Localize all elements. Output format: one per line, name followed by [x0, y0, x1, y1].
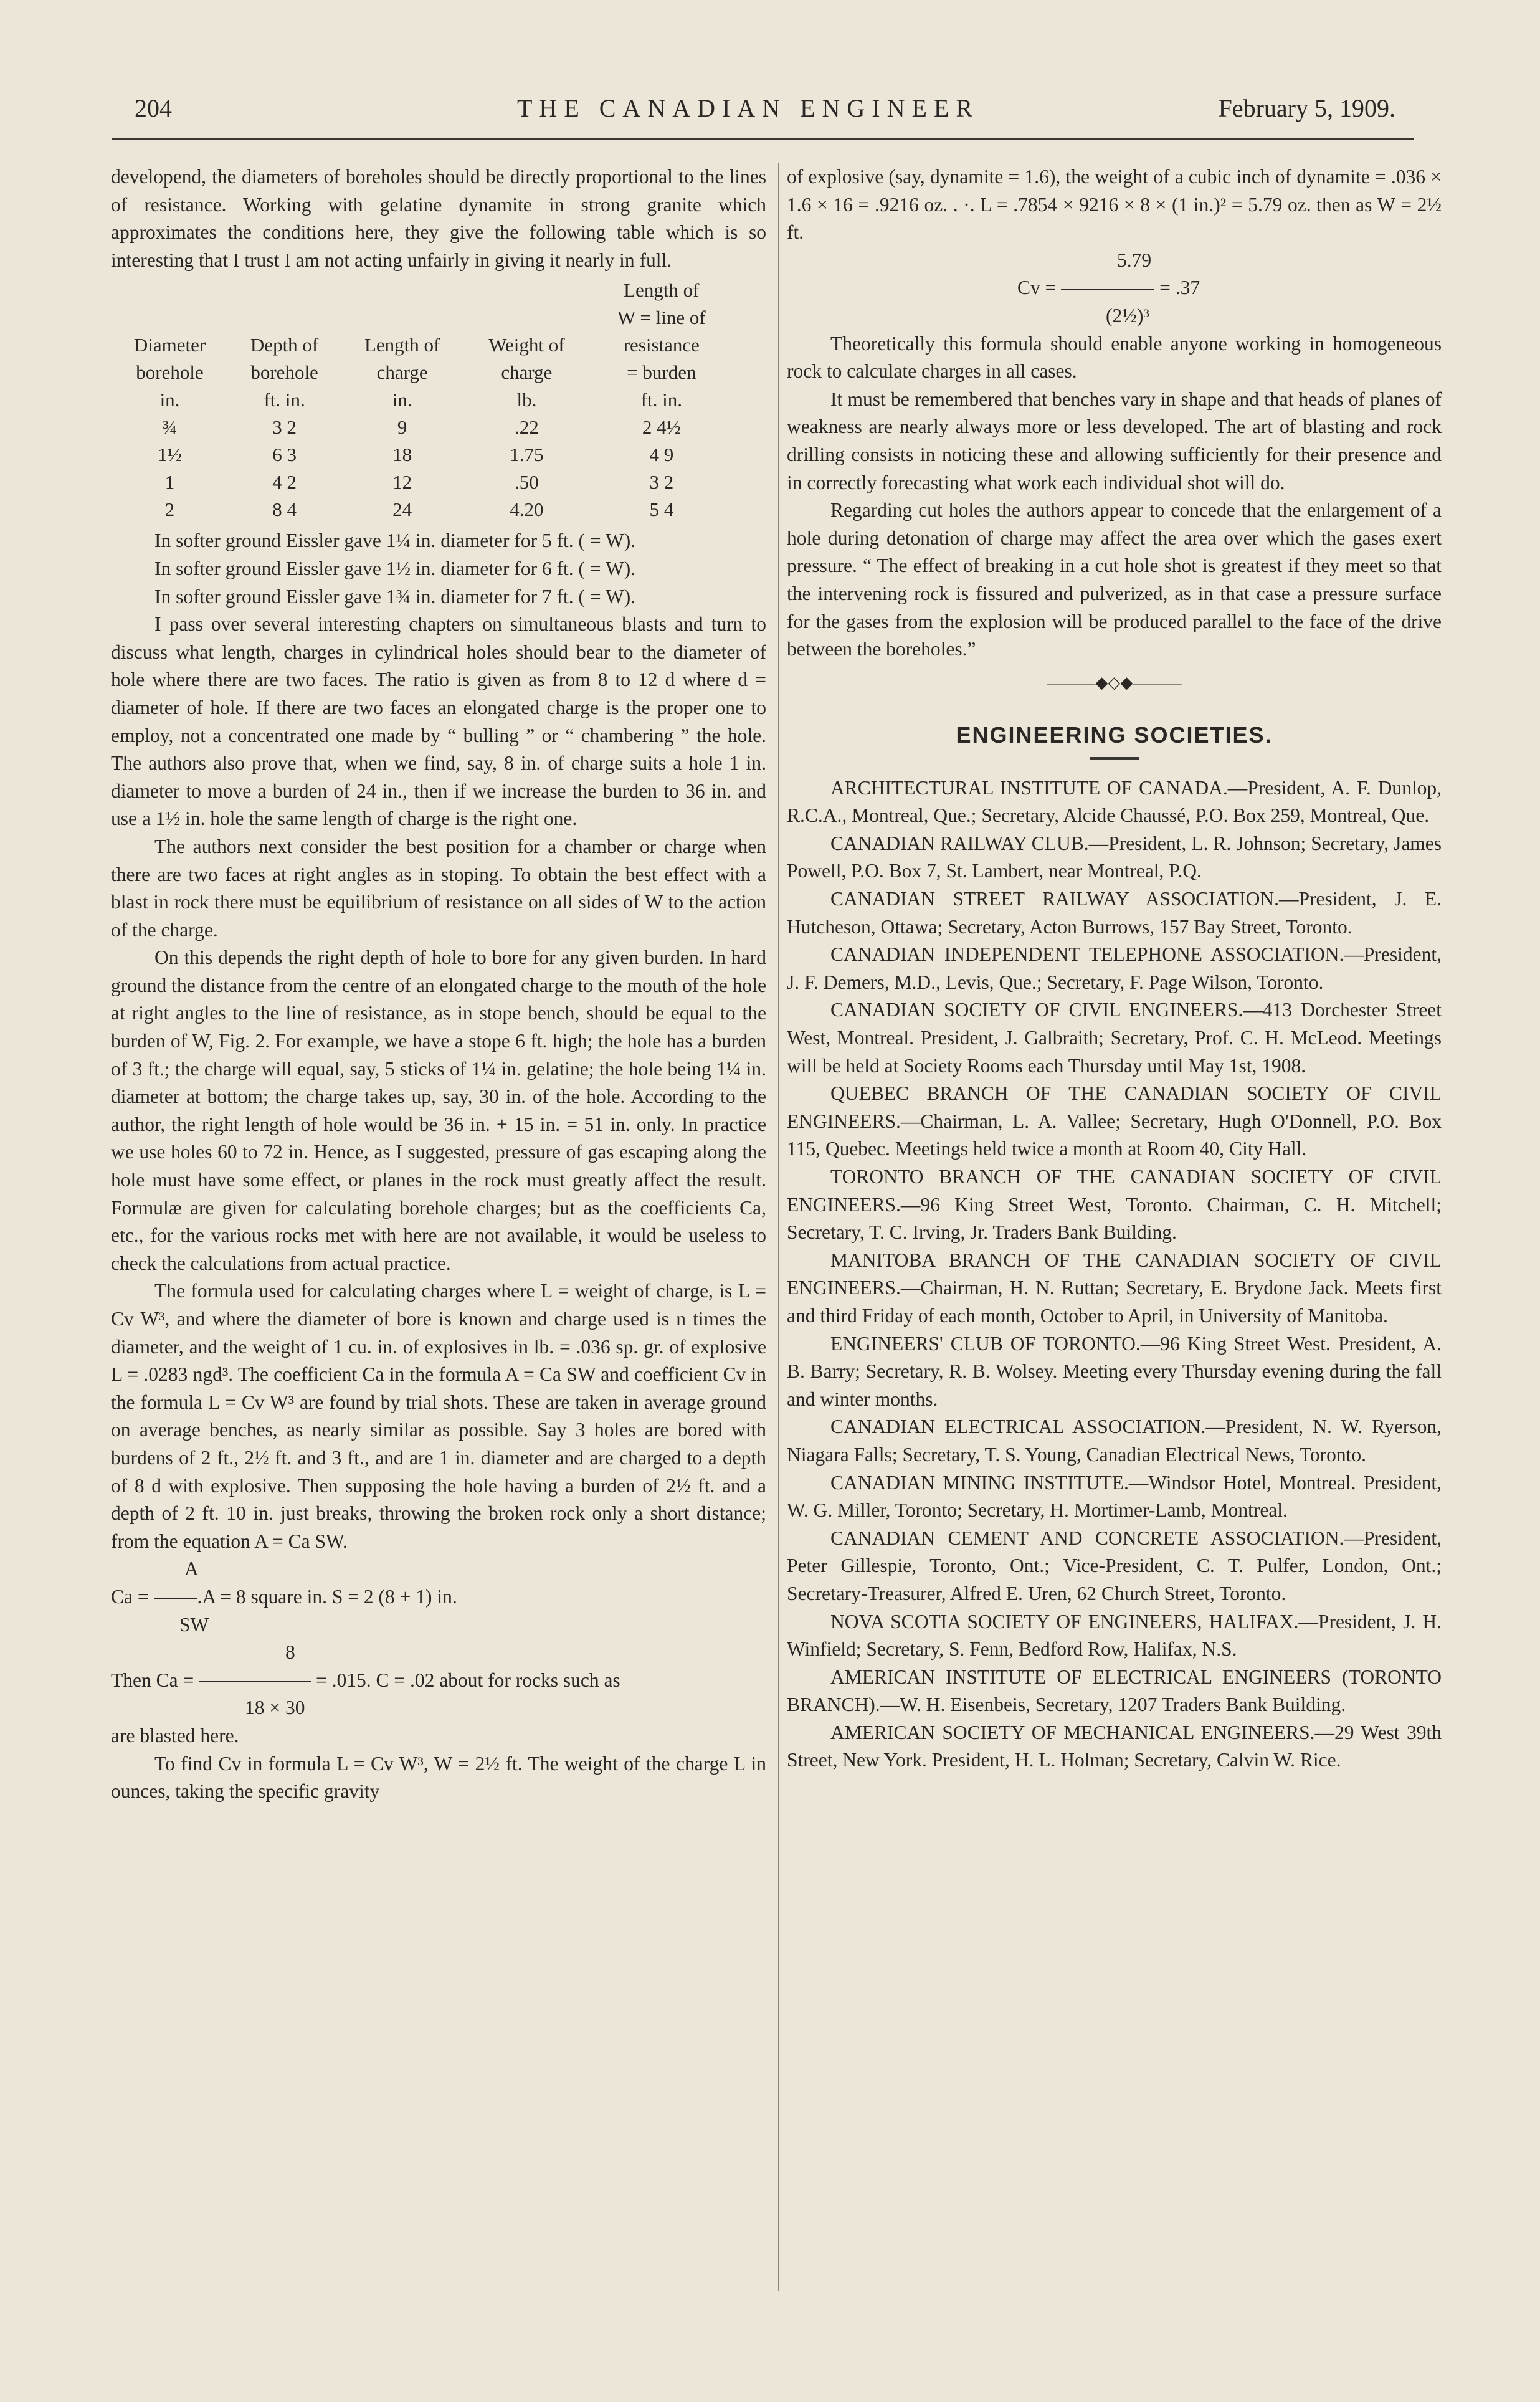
- table-header-cell: Depth of: [250, 334, 319, 356]
- society-entry: TORONTO BRANCH OF THE CANADIAN SOCIETY OF CIVIL ENGINEERS.—96 King Street West, Toronto. Chairman, C. H. Mitchell; Secretary, T. C. Irving, Jr. Traders Bank Building.: [787, 1166, 1442, 1244]
- heading-rule: [1090, 757, 1139, 760]
- equation-rhs: = .015. C = .02 about for rocks such as: [315, 1669, 620, 1691]
- table-cell: 3 2: [272, 416, 297, 439]
- equation-rhs: = .37: [1159, 277, 1200, 299]
- borehole-table-body: [111, 414, 734, 523]
- fraction-bar: [199, 1681, 311, 1682]
- society-entry: NOVA SCOTIA SOCIETY OF ENGINEERS, HALIFAX.—President, J. H. Winfield; Secretary, S. Fenn, Bedford Row, Halifax, N.S.: [787, 1610, 1442, 1661]
- journal-title: THE CANADIAN ENGINEER: [517, 94, 980, 122]
- left-column: [111, 163, 766, 1806]
- paragraph: The authors next consider the best position for a chamber or charge when there are two faces at right angles as in stoping. To obtain the best effect with a blast in rock there must be equilibrium of resistance on all sides of W to the action of the charge.: [111, 835, 766, 941]
- table-cell: .22: [515, 416, 539, 439]
- paragraph: In softer ground Eissler gave 1½ in. diameter for 6 ft. ( = W).: [154, 557, 636, 579]
- table-header-cell: [111, 304, 229, 331]
- equation-numerator: 5.79: [1117, 249, 1152, 271]
- equation-rhs: .A = 8 square in. S = 2 (8 + 1) in.: [197, 1585, 457, 1608]
- paragraph: On this depends the right depth of hole to bore for any given burden. In hard ground the distance from the centre of an elongated charge to the mouth of the hole at right angles to the line of resistance, as in stope bench, should be equal to the burden of W, Fig. 2. For example, we have a stope 6 ft. high; the hole has a burden of 3 ft.; the charge will equal, say, 5 sticks of 1¼ in. gelatine; the hole being 1¼ in. diameter at bottom; the charge takes up, say, 30 in. of the hole. According to the author, the right length of hole would be 36 in. + 15 in. = 51 in. only. In practice we use holes 60 to 72 in. Hence, as I suggested, pressure of gas escaping along the hole must have some effect, or planes in the rock must greatly affect the result. Formulæ are given for calculating borehole charges; but as the coefficients Ca, etc., for the various rocks met with here are not available, it would be useless to check the calculations from actual practice.: [111, 946, 766, 1274]
- table-cell: 1.75: [510, 444, 544, 466]
- table-header-cell: borehole: [250, 361, 318, 384]
- table-row: [111, 469, 734, 496]
- table-cell: 2 4½: [642, 416, 681, 439]
- table-row: [111, 414, 734, 441]
- paragraph: The formula used for calculating charges where L = weight of charge, is L = Cv W³, and where the diameter of bore is known and charge used is n times the diameter, and the weight of 1 cu. in. of explosives in lb. = .036 sp. gr. of explosive L = .0283 ngd³. The coefficient Ca in the formula A = Ca SW and coefficient Cv in the formula L = Cv W³ are found by trial shots. These are taken in average ground on average benches, as nearly similar as possible. Say 3 holes are bored with burdens of 2 ft., 2½ ft. and 3 ft., and are 1 in. diameter and are charged to a depth of 8 d with explosive. Then supposing the hole having a burden of 2½ ft. and a depth of 2 ft. 10 in. just breaks, throwing the broken rock only a short distance; from the equation A = Ca SW.: [111, 1280, 766, 1552]
- paragraph: To find Cv in formula L = Cv W³, W = 2½ ft. The weight of the charge L in ounces, taking the specific gravity: [111, 1752, 766, 1803]
- issue-date: February 5, 1909.: [1218, 94, 1395, 122]
- table-cell: 9: [397, 416, 407, 439]
- society-entry: ENGINEERS' CLUB OF TORONTO.—96 King Street West. President, A. B. Barry; Secretary, R. B. Wolsey. Meeting every Thursday evening during the fall and winter months.: [787, 1332, 1442, 1410]
- equation-lhs: Then Ca =: [111, 1669, 194, 1691]
- table-header-cell: in.: [159, 389, 180, 411]
- society-entry: CANADIAN RAILWAY CLUB.—President, L. R. Johnson; Secretary, James Powell, P.O. Box 7, St. Lambert, near Montreal, P.Q.: [787, 832, 1442, 882]
- header-rule: [112, 138, 1414, 140]
- table-header-row: [111, 277, 734, 304]
- paragraph: Theoretically this formula should enable anyone working in homogeneous rock to calculate charges in all cases.: [787, 332, 1442, 383]
- table-header-cell: borehole: [136, 361, 204, 384]
- table-cell: 4 9: [649, 444, 674, 466]
- table-cell: 12: [392, 471, 412, 493]
- society-entry: QUEBEC BRANCH OF THE CANADIAN SOCIETY OF CIVIL ENGINEERS.—Chairman, L. A. Vallee; Secretary, Hugh O'Donnell, P.O. Box 115, Quebec. Meetings held twice a month at Room 40, City Hall.: [787, 1082, 1442, 1160]
- table-header-row: [111, 331, 734, 359]
- borehole-table-header: [111, 277, 734, 414]
- equation-denominator: (2½)³: [1106, 304, 1149, 326]
- paragraph: of explosive (say, dynamite = 1.6), the weight of a cubic inch of dynamite = .036 × 1.6 × 16 = .9216 oz. . ·. L = .7854 × 9216 × 8 × (1 in.)² = 5.79 oz. then as W = 2½ ft.: [787, 166, 1442, 244]
- table-header-cell: [464, 277, 589, 304]
- table-cell: 1½: [158, 444, 182, 466]
- equation-cv: [787, 247, 1442, 330]
- table-cell: 3 2: [649, 471, 674, 493]
- societies-list: [787, 774, 1442, 1775]
- table-header-row: [111, 304, 734, 331]
- table-header-cell: [464, 304, 589, 331]
- society-entry: CANADIAN CEMENT AND CONCRETE ASSOCIATION.—President, Peter Gillespie, Toronto, Ont.; Vice-President, C. T. Pulfer, London, Ont.; Secretary-Treasurer, Alfred E. Uren, 62 Church Street, Toronto.: [787, 1527, 1442, 1604]
- table-header-cell: charge: [501, 361, 553, 384]
- society-entry: CANADIAN MINING INSTITUTE.—Windsor Hotel, Montreal. President, W. G. Miller, Toronto; Secretary, H. Mortimer-Lamb, Montreal.: [787, 1471, 1442, 1522]
- table-row: [111, 441, 734, 469]
- table-header-cell: Length of: [624, 279, 700, 302]
- table-cell: 8 4: [272, 498, 297, 521]
- paragraph: Regarding cut holes the authors appear to concede that the enlargement of a hole during detonation of charge may affect the area over which the gases exert pressure. “ The effect of breaking in a cut hole shot is greatest if they meet so that the intervening rock is fissured and pulverized, as in that case a pressure surface for the gases from the explosion will be produced parallel to the face of the drive between the boreholes.”: [787, 499, 1442, 660]
- table-header-cell: charge: [376, 361, 428, 384]
- section-ornament: ———◆◇◆———: [1047, 673, 1182, 692]
- society-entry: MANITOBA BRANCH OF THE CANADIAN SOCIETY OF CIVIL ENGINEERS.—Chairman, H. N. Ruttan; Secretary, E. Brydone Jack. Meets first and third Friday of each month, October to April, in University of Manitoba.: [787, 1249, 1442, 1327]
- table-cell: 1: [164, 471, 175, 493]
- page-header: [112, 93, 1414, 131]
- table-row: [111, 496, 734, 523]
- table-header-cell: [229, 277, 340, 304]
- table-header-row: [111, 359, 734, 386]
- column-divider: [778, 163, 779, 2291]
- society-entry: AMERICAN INSTITUTE OF ELECTRICAL ENGINEERS (TORONTO BRANCH).—W. H. Eisenbeis, Secretary, 1207 Traders Bank Building.: [787, 1666, 1442, 1716]
- table-header-cell: W = line of: [617, 307, 706, 329]
- table-cell: .50: [515, 471, 539, 493]
- table-header-cell: [229, 304, 340, 331]
- table-cell: 4.20: [510, 498, 544, 521]
- equation-numerator: 8: [285, 1641, 295, 1664]
- table-header-cell: [111, 277, 229, 304]
- equation-lhs: Ca =: [111, 1585, 149, 1608]
- page-number: 204: [135, 94, 172, 122]
- table-cell: 18: [392, 444, 412, 466]
- table-cell: 5 4: [649, 498, 674, 521]
- borehole-table: [111, 277, 734, 523]
- society-entry: CANADIAN INDEPENDENT TELEPHONE ASSOCIATION.—President, J. F. Demers, M.D., Levis, Que.; Secretary, F. Page Wilson, Toronto.: [787, 943, 1442, 993]
- equation-ca: [111, 1555, 766, 1639]
- paragraph: I pass over several interesting chapters on simultaneous blasts and turn to discuss what length, charges in cylindrical holes should bear to the diameter of hole where there are two faces. The ratio is given as from 8 to 12 d where d = diameter of hole. If there are two faces an elongated charge is the proper one to employ, not a concentrated one made by “ bulling ” or “ chambering ” the hole. The authors also prove that, when we find, say, 8 in. of charge suits a hole 1 in. diameter to move a burden of 24 in., then if we increase the burden to 36 in. and use a 1½ in. hole the same length of charge is the right one.: [111, 613, 766, 830]
- societies-heading: ENGINEERING SOCIETIES.: [956, 722, 1273, 748]
- table-cell: ¾: [162, 416, 178, 439]
- table-cell: 6 3: [272, 444, 297, 466]
- equation-numerator: A: [184, 1558, 199, 1580]
- table-header-cell: ft. in.: [264, 389, 305, 411]
- table-header-cell: [340, 277, 464, 304]
- table-header-cell: Diameter: [133, 334, 206, 356]
- paragraph: are blasted here.: [111, 1724, 239, 1747]
- paragraph: In softer ground Eissler gave 1¼ in. diameter for 5 ft. ( = W).: [154, 530, 636, 552]
- society-entry: CANADIAN STREET RAILWAY ASSOCIATION.—President, J. E. Hutcheson, Ottawa; Secretary, Acton Burrows, 157 Bay Street, Toronto.: [787, 888, 1442, 938]
- society-entry: ARCHITECTURAL INSTITUTE OF CANADA.—President, A. F. Dunlop, R.C.A., Montreal, Que.; Secretary, Alcide Chaussé, P.O. Box 259, Montreal, Que.: [787, 776, 1442, 827]
- paragraph: It must be remembered that benches vary in shape and that heads of planes of weakness are nearly always more or less developed. The art of blasting and rock drilling consists in noticing these and allowing sufficiently for their presence and in correctly forecasting what work each individual shot will do.: [787, 388, 1442, 493]
- table-header-cell: [340, 304, 464, 331]
- society-entry: AMERICAN SOCIETY OF MECHANICAL ENGINEERS.—29 West 39th Street, New York. President, H. L. Holman; Secretary, Calvin W. Rice.: [787, 1721, 1442, 1771]
- table-header-row: [111, 386, 734, 414]
- paragraph: developend, the diameters of boreholes should be directly proportional to the lines of resistance. Working with gelatine dynamite in strong granite which approximates the conditions here, they give the following table which is so interesting that I trust I am not acting unfairly in giving it nearly in full.: [111, 166, 766, 271]
- table-header-cell: = burden: [627, 361, 696, 384]
- paragraph: In softer ground Eissler gave 1¾ in. diameter for 7 ft. ( = W).: [154, 585, 636, 608]
- table-header-cell: Weight of: [488, 334, 565, 356]
- equation-then-ca: [111, 1639, 766, 1722]
- table-cell: 4 2: [272, 471, 297, 493]
- fraction-bar: [154, 1598, 197, 1599]
- right-column: [787, 163, 1442, 1775]
- table-header-cell: lb.: [516, 389, 537, 411]
- equation-denominator: SW: [179, 1613, 209, 1636]
- table-cell: 2: [164, 498, 175, 521]
- table-header-cell: in.: [392, 389, 412, 411]
- table-cell: 24: [392, 498, 412, 521]
- table-header-cell: Length of: [364, 334, 440, 356]
- society-entry: CANADIAN SOCIETY OF CIVIL ENGINEERS.—413 Dorchester Street West, Montreal. President, J. Galbraith; Secretary, Prof. C. H. McLeod. Meetings will be held at Society Rooms each Thursday until May 1st, 1908.: [787, 999, 1442, 1077]
- equation-lhs: Cv =: [1017, 277, 1057, 299]
- society-entry: CANADIAN ELECTRICAL ASSOCIATION.—President, N. W. Ryerson, Niagara Falls; Secretary, T. S. Young, Canadian Electrical News, Toronto.: [787, 1416, 1442, 1466]
- table-header-cell: resistance: [623, 334, 700, 356]
- equation-denominator: 18 × 30: [245, 1697, 305, 1719]
- table-header-cell: ft. in.: [640, 389, 682, 411]
- fraction-bar: [1061, 289, 1154, 290]
